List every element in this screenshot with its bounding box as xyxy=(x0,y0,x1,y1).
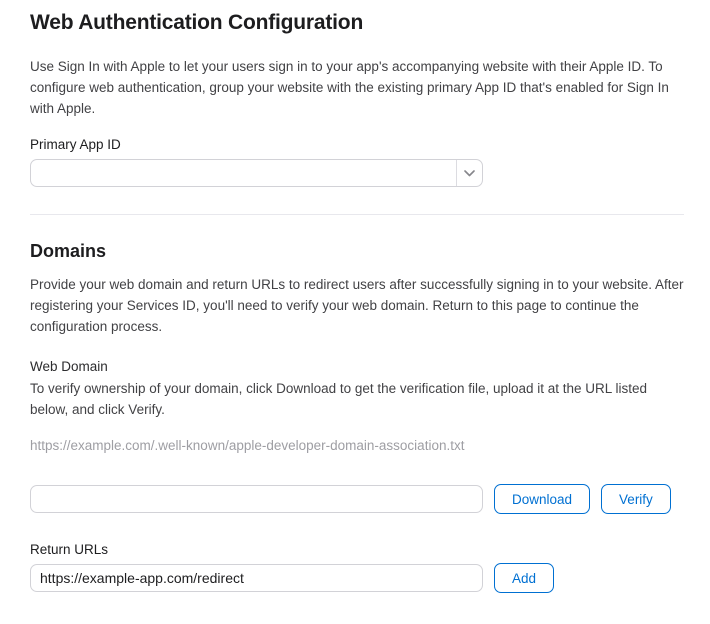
return-urls-label: Return URLs xyxy=(30,542,109,557)
download-button[interactable]: Download xyxy=(494,484,590,514)
primary-app-id-label: Primary App ID xyxy=(30,137,121,152)
domains-heading: Domains xyxy=(30,241,107,261)
web-domain-label: Web Domain xyxy=(30,359,108,374)
primary-app-id-selected-value xyxy=(31,160,456,186)
page-title: Web Authentication Configuration xyxy=(30,11,364,34)
web-domain-row xyxy=(30,484,684,514)
intro-text: Use Sign In with Apple to let your users sign in to your app's accompanying website with their Apple ID. To configure web authentication, group your website with the existing primary App ID that's enabled for Sign In with Apple. xyxy=(30,59,669,116)
web-domain-input[interactable] xyxy=(30,485,483,513)
verify-button[interactable]: Verify xyxy=(601,484,671,514)
return-url-input[interactable] xyxy=(30,564,483,592)
web-domain-instructions: To verify ownership of your domain, click Download to get the verification file, upload it at the URL listed below, and click Verify. xyxy=(30,381,648,417)
chevron-down-icon xyxy=(456,160,482,186)
verification-file-url: https://example.com/.well-known/apple-developer-domain-association.txt xyxy=(30,438,465,453)
domains-description: Provide your web domain and return URLs to redirect users after successfully signing in to your website. After registering your Services ID, you'll need to verify your web domain. Return to this page to continue the configuration process. xyxy=(30,277,684,334)
add-button[interactable]: Add xyxy=(494,563,554,593)
section-divider xyxy=(30,214,684,215)
primary-app-id-select[interactable] xyxy=(30,159,483,187)
return-urls-row xyxy=(30,563,684,593)
